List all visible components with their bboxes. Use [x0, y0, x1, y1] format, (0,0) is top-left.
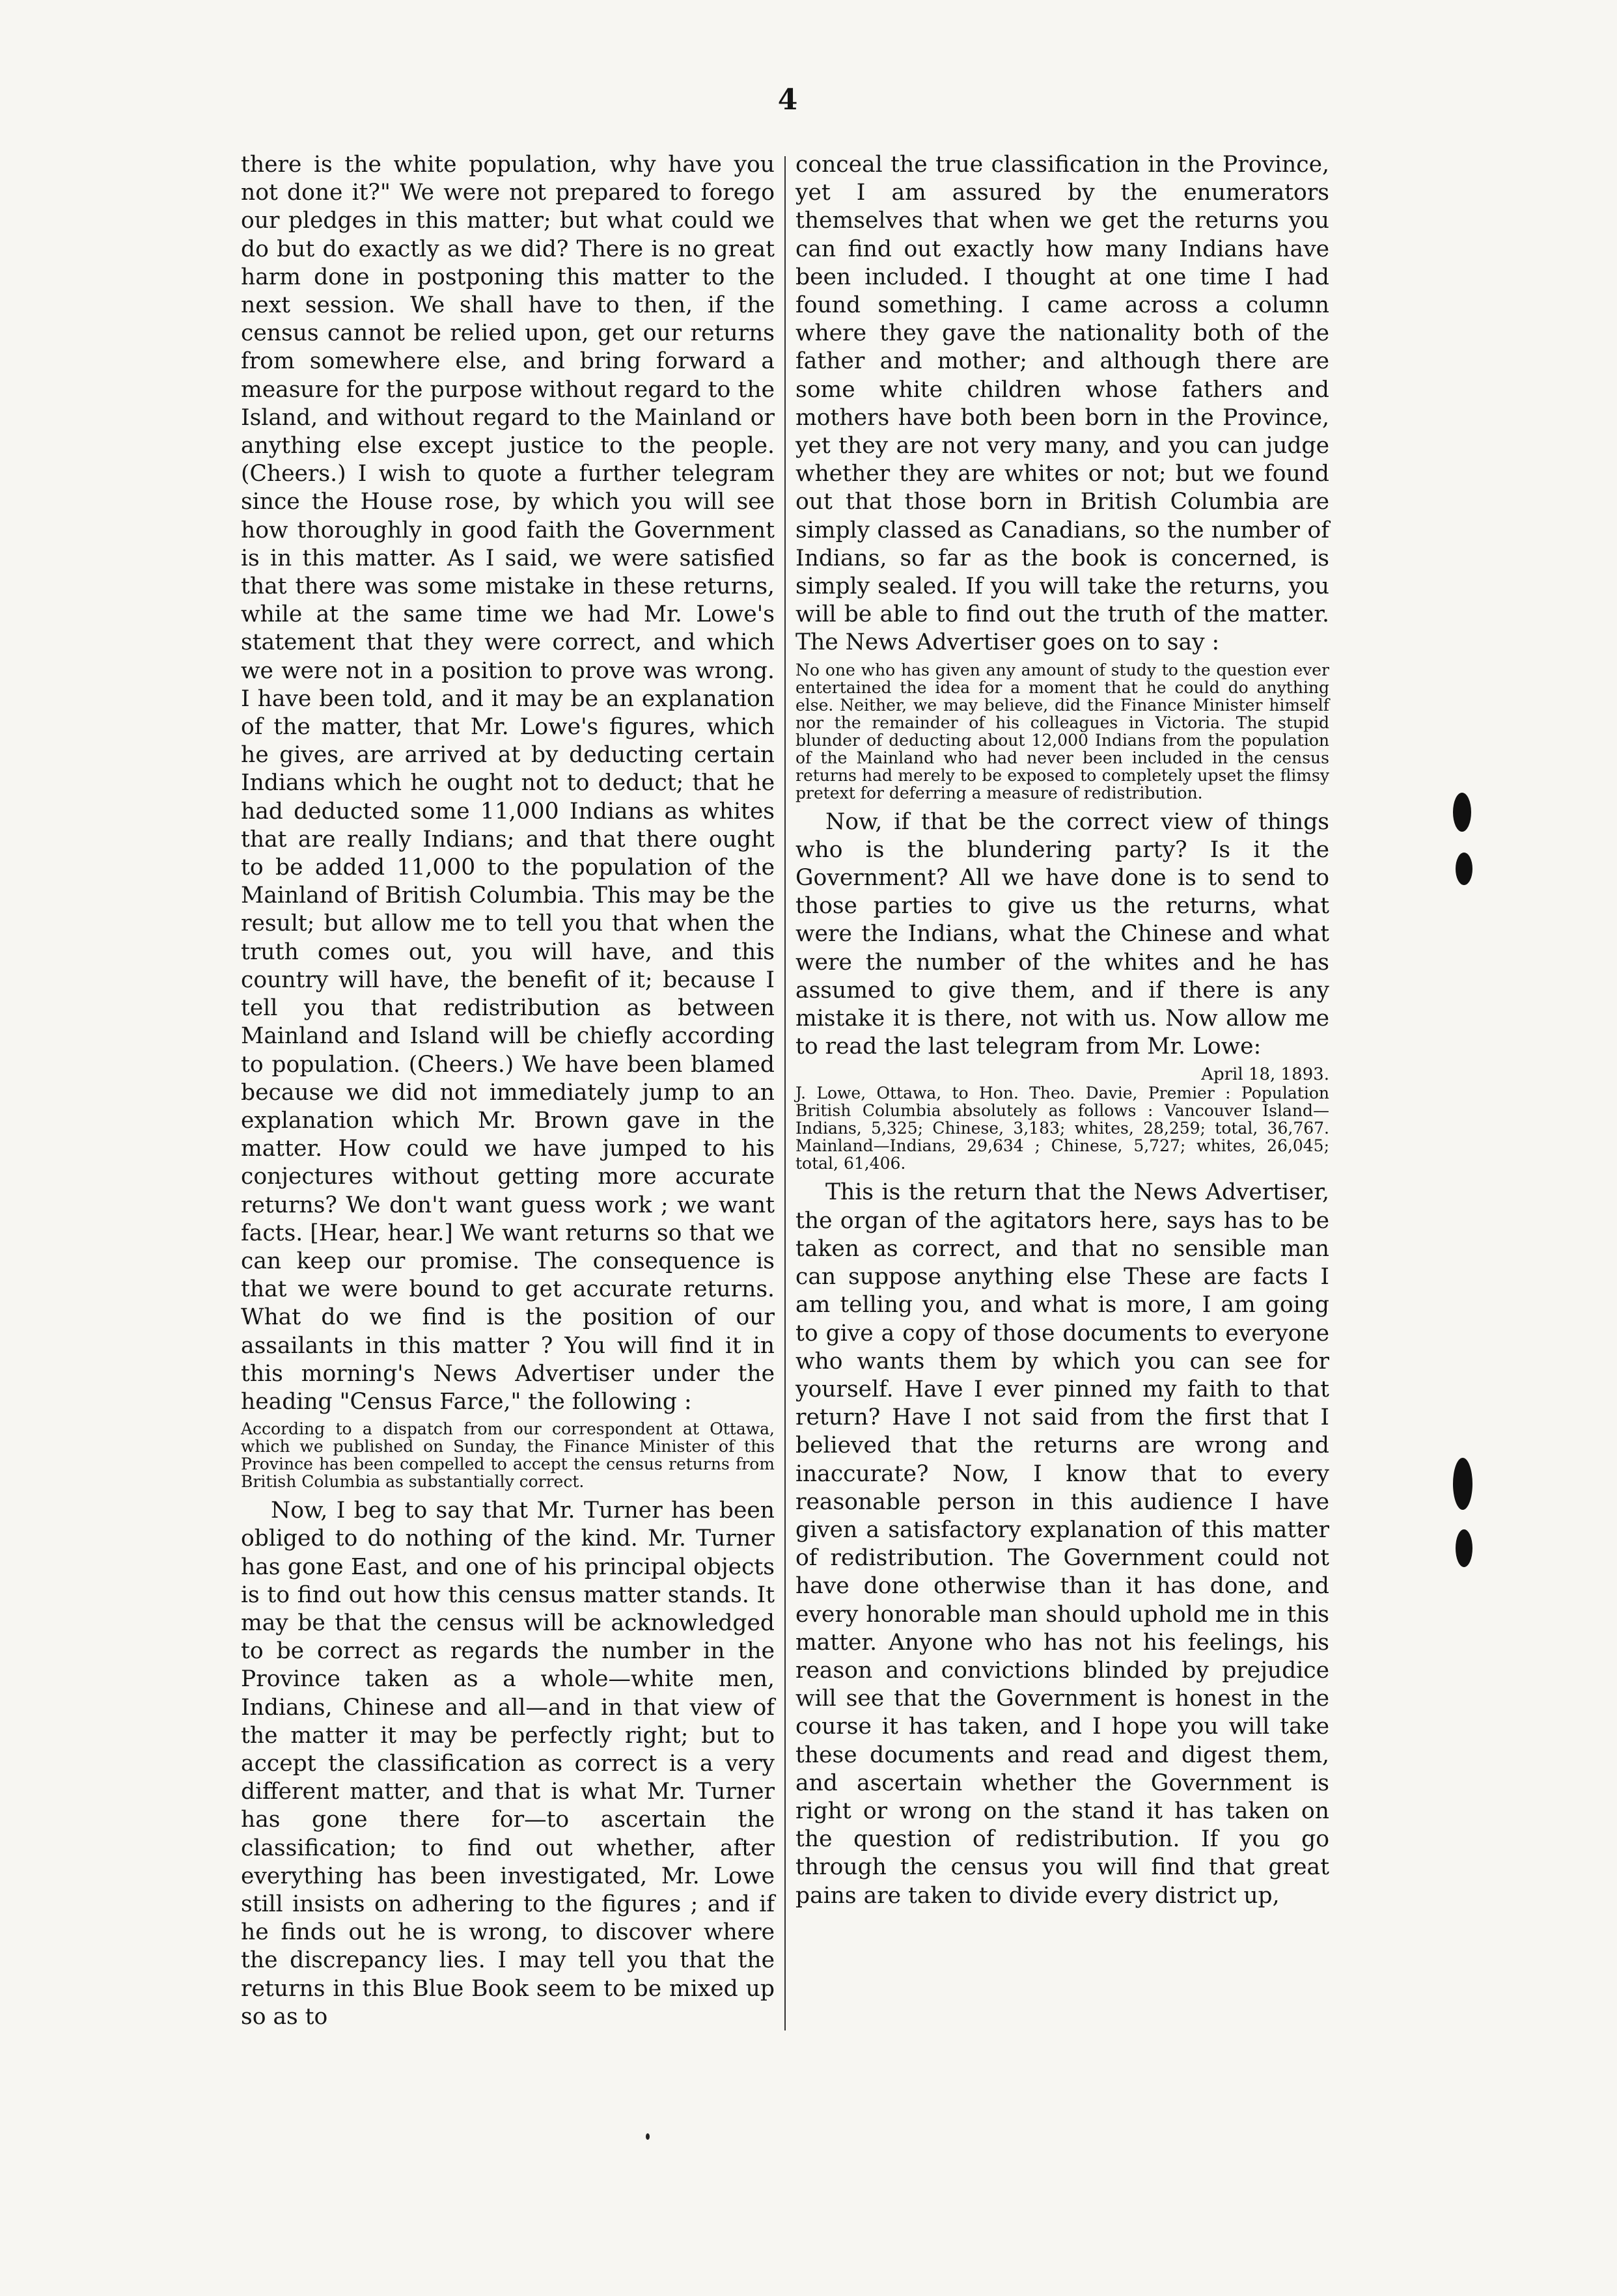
binding-mark	[1456, 1529, 1472, 1567]
left-paragraph-2: Now, I beg to say that Mr. Turner has been obliged to do nothing of the kind. Mr. Turner has gone East, and one of his principal objects is to find out how this census matter stands. It may be that the census will be acknowledged to be correct as regards the number in the Province taken as a whole—white men, Indians, Chinese and all—and in that view of the matter it may be perfectly right; but to accept the classification as correct is a very different matter, and that is what Mr. Turner has gone there for—to ascertain the classification; to find out whether, after everything has been investigated, Mr. Lowe still insists on adhering to the figures ; and if he finds out he is wrong, to discover where the discrepancy lies. I may tell you that the returns in this Blue Book seem to be mixed up so as to	[241, 1497, 775, 2030]
right-column	[795, 151, 1329, 1910]
binding-mark	[1453, 1458, 1472, 1510]
page-number: 4	[777, 83, 798, 116]
right-quote-news-advertiser: No one who has given any amount of study to the question ever entertained the idea for a moment that he could do anything else. Neither, we may believe, did the Finance Minister himself nor the remainder of his colleagues in Victoria. The stupid blunder of deducting about 12,000 Indians from the population of the Mainland who had never been included in the census returns had merely to be exposed to completely upset the flimsy pretext for deferring a measure of redistribution.	[795, 660, 1329, 802]
left-quote-census-farce: According to a dispatch from our correspondent at Ottawa, which we published on Sunday, the Finance Minister of this Province has been compelled to accept the census returns from British Columbia as substantially correct.	[241, 1419, 775, 1492]
left-column	[241, 151, 775, 2031]
telegram-text: J. Lowe, Ottawa, to Hon. Theo. Davie, Premier : Population British Columbia absolutely as follows : Vancouver Island—Indians, 5,325; Chinese, 3,183; whites, 28,259; total, 36,767. Mainland—Indians, 29,634 ; Chinese, 5,727; whites, 26,045; total, 61,406.	[795, 1084, 1329, 1173]
right-paragraph-1: conceal the true classification in the Province, yet I am assured by the enumerators themselves that when we get the returns you can find out exactly how many Indians have been included. I thought at one time I had found something. I came across a column where they gave the nationality both of the father and mother; and although there are some white children whose fathers and mothers have both been born in the Province, yet they are not very many, and you can judge whether they are whites or not; but we found out that those born in British Columbia are simply classed as Canadians, so the number of Indians, so far as the book is concerned, is simply sealed. If you will take the returns, you will be able to find out the truth of the matter. The News Advertiser goes on to say :	[795, 152, 1329, 656]
telegram-date: April 18, 1893.	[1201, 1065, 1329, 1085]
right-paragraph-2: Now, if that be the correct view of things who is the blundering party? Is it the Government? All we have done is to send to those parties to give us the returns, what were the Indians, what the Chinese and what were the number of the whites and he has assumed to give them, and if there is any mistake it is there, not with us. Now allow me to read the last telegram from Mr. Lowe:	[795, 808, 1329, 1060]
right-paragraph-3: This is the return that the News Advertiser, the organ of the agitators here, says has to be taken as correct, and that no sensible man can suppose anything else These are facts I am telling you, and what is more, I am going to give a copy of those documents to everyone who wants them by which you can see for yourself. Have I ever pinned my faith to that return? Have I not said from the first that I believed that the returns are wrong and inaccurate? Now, I know that to every reasonable person in this audience I have given a satisfactory explanation of this matter of redistribution. The Government could not have done otherwise than it has done, and every honorable man should uphold me in this matter. Anyone who has not his feelings, his reason and convictions blinded by prejudice will see that the Government is honest in the course it has taken, and I hope you will take these documents and read and digest them, and ascertain whether the Government is right or wrong on the stand it has taken on the question of redistribution. If you go through the census you will find that great pains are taken to divide every district up,	[795, 1179, 1329, 1909]
binding-mark	[1453, 793, 1471, 832]
bottom-dot	[646, 2133, 650, 2140]
binding-mark	[1456, 853, 1472, 885]
left-paragraph-1: there is the white population, why have you not done it?" We were not prepared to forego our pledges in this matter; but what could we do but do exactly as we did? There is no great harm done in postponing this matter to the next session. We shall have to then, if the census cannot be relied upon, get our returns from somewhere else, and bring forward a measure for the purpose without regard to the Island, and without regard to the Mainland or anything else except justice to the people. (Cheers.) I wish to quote a further telegram since the House rose, by which you will see how thoroughly in good faith the Government is in this matter. As I said, we were satisfied that there was some mistake in these returns, while at the same time we had Mr. Lowe's statement that they were correct, and which we were not in a position to prove was wrong. I have been told, and it may be an explanation of the matter, that Mr. Lowe's figures, which he gives, are arrived at by deducting certain Indians which he ought not to deduct; that he had deducted some 11,000 Indians as whites that are really Indians; and that there ought to be added 11,000 to the population of the Mainland of British Columbia. This may be the result; but allow me to tell you that when the truth comes out, you will have, and this country will have, the benefit of it; because I tell you that redistribution as between Mainland and Island will be chiefly according to population. (Cheers.) We have been blamed because we did not immediately jump to an explanation which Mr. Brown gave in the matter. How could we have jumped to his conjectures without getting more accurate returns? We don't want guess work ; we want facts. [Hear, hear.] We want returns so that we can keep our promise. The consequence is that we were bound to get accurate returns. What do we find is the position of our assailants in this matter ? You will find it in this morning's News Advertiser under the heading "Census Farce," the following :	[241, 152, 775, 1415]
column-divider	[784, 156, 786, 2030]
